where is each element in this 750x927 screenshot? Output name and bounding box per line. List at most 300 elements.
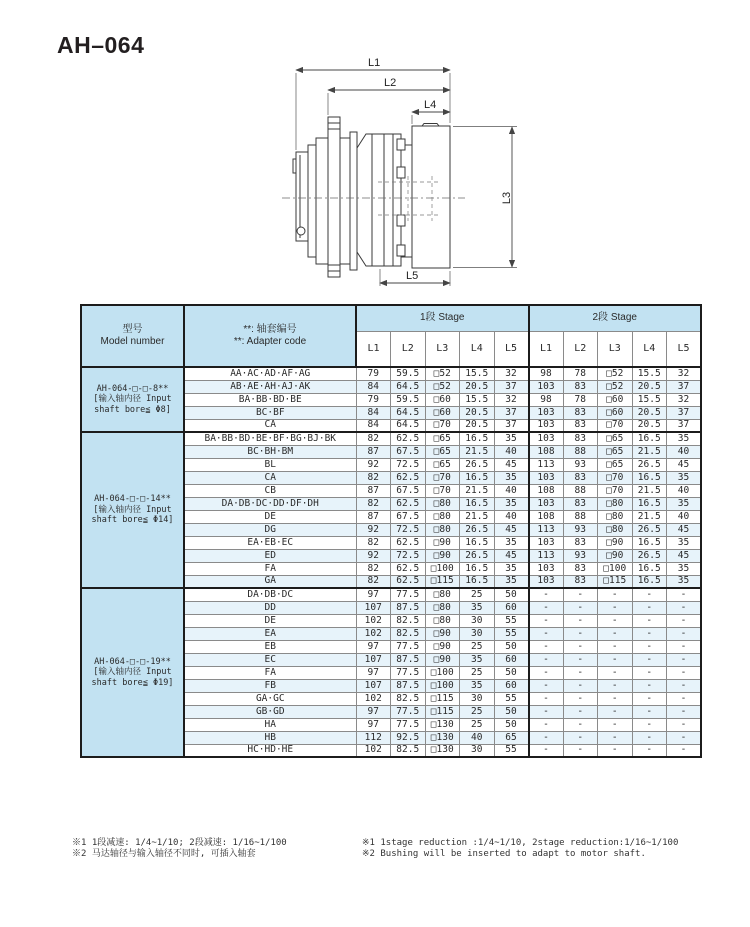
dimension-value-cell: 50 [494, 588, 529, 601]
dimension-value-cell: 102 [356, 627, 391, 640]
dimension-value-cell: 93 [563, 523, 598, 536]
dimension-value-cell: □100 [425, 679, 460, 692]
dimension-value-cell: 35 [460, 679, 495, 692]
adapter-code-cell: CA [184, 471, 356, 484]
dimension-value-cell: 102 [356, 744, 391, 757]
dimension-value-cell: 35 [494, 562, 529, 575]
dimension-value-cell: - [563, 718, 598, 731]
dimension-value-cell: □52 [598, 367, 633, 380]
dimension-value-cell: 59.5 [391, 393, 426, 406]
adapter-code-cell: DE [184, 510, 356, 523]
dimension-value-cell: - [563, 601, 598, 614]
dimension-value-cell: 35 [494, 471, 529, 484]
dimension-value-cell: 82.5 [391, 692, 426, 705]
dim-label-l4: L4 [424, 99, 437, 111]
dimension-value-cell: 72.5 [391, 458, 426, 471]
dimension-value-cell: - [529, 718, 564, 731]
model-number-cell: AH-064-□-□-19** [输入轴内径 Input shaft bore≦ Φ19] [81, 588, 184, 757]
dimension-value-cell: 30 [460, 744, 495, 757]
dimension-value-cell: 21.5 [460, 484, 495, 497]
dimension-value-cell: 97 [356, 718, 391, 731]
dimension-value-cell: 37 [494, 406, 529, 419]
dimension-value-cell: 20.5 [460, 380, 495, 393]
dimension-value-cell: - [598, 614, 633, 627]
dim-col-header: L1 [529, 331, 564, 367]
dimension-value-cell: - [598, 731, 633, 744]
dim-col-header: L1 [356, 331, 391, 367]
footnote-zh [72, 838, 287, 860]
dimension-value-cell: - [563, 679, 598, 692]
dimension-value-cell: 50 [494, 705, 529, 718]
dimension-value-cell: - [563, 705, 598, 718]
footnote-zh-line1: ※1 1段减速: 1/4~1/10; 2段减速: 1/16~1/100 [72, 838, 287, 848]
adapter-code-cell: HC·HD·HE [184, 744, 356, 757]
dimension-value-cell: 62.5 [391, 536, 426, 549]
dimension-value-cell: - [598, 744, 633, 757]
dimension-value-cell: 108 [529, 445, 564, 458]
dimension-value-cell: - [632, 666, 667, 679]
dimension-value-cell: □80 [425, 523, 460, 536]
dimension-value-cell: 64.5 [391, 380, 426, 393]
dimension-value-cell: 77.5 [391, 588, 426, 601]
dimension-value-cell: 40 [460, 731, 495, 744]
dimension-table [80, 304, 702, 758]
stage1-header: 1段 Stage [356, 305, 529, 331]
dimension-value-cell: 35 [494, 536, 529, 549]
adapter-code-cell: EB [184, 640, 356, 653]
dimension-value-cell: 107 [356, 601, 391, 614]
dimension-value-cell: 87 [356, 484, 391, 497]
dimension-value-cell: 107 [356, 653, 391, 666]
dimension-value-cell: 62.5 [391, 575, 426, 588]
dimension-value-cell: □52 [425, 367, 460, 380]
dimension-value-cell: 82 [356, 575, 391, 588]
dimension-value-cell: - [598, 666, 633, 679]
dimension-value-cell: □60 [598, 393, 633, 406]
dimension-value-cell: 50 [494, 718, 529, 731]
dimension-value-cell: - [563, 692, 598, 705]
dimension-value-cell: □65 [425, 445, 460, 458]
dimension-value-cell: 45 [494, 549, 529, 562]
adapter-code-cell: EA [184, 627, 356, 640]
dimension-value-cell: 62.5 [391, 471, 426, 484]
dimension-value-cell: □80 [425, 510, 460, 523]
dimension-value-cell: 87 [356, 445, 391, 458]
dimension-value-cell: 88 [563, 445, 598, 458]
adapter-code-cell: DG [184, 523, 356, 536]
dimension-value-cell: - [529, 744, 564, 757]
dimension-value-cell: 32 [494, 367, 529, 380]
dimension-value-cell: 78 [563, 367, 598, 380]
dimension-value-cell: □80 [425, 614, 460, 627]
dimension-value-cell: □130 [425, 731, 460, 744]
dimension-value-cell: 92.5 [391, 731, 426, 744]
dimension-value-cell: 30 [460, 627, 495, 640]
dimension-value-cell: 16.5 [460, 562, 495, 575]
dimension-value-cell: 72.5 [391, 549, 426, 562]
dimension-value-cell: - [598, 627, 633, 640]
dimension-value-cell: - [529, 653, 564, 666]
dimension-value-cell: 21.5 [632, 445, 667, 458]
dimension-value-cell: 26.5 [460, 458, 495, 471]
dimension-value-cell: 40 [667, 510, 702, 523]
adapter-code-cell: GA [184, 575, 356, 588]
dimension-value-cell: □70 [425, 484, 460, 497]
dimension-value-cell: 21.5 [632, 484, 667, 497]
dimension-value-cell: 64.5 [391, 419, 426, 432]
adapter-code-cell: BC·BH·BM [184, 445, 356, 458]
dimension-value-cell: 98 [529, 393, 564, 406]
dimension-value-cell: - [563, 640, 598, 653]
dimension-value-cell: 55 [494, 744, 529, 757]
dimension-value-cell: - [598, 718, 633, 731]
dimension-value-cell: 16.5 [460, 497, 495, 510]
dimension-value-cell: 92 [356, 523, 391, 536]
dimension-value-cell: 40 [494, 445, 529, 458]
dimension-value-cell: 77.5 [391, 666, 426, 679]
table-header [81, 305, 701, 367]
dimension-value-cell: □52 [598, 380, 633, 393]
dimension-value-cell: 72.5 [391, 523, 426, 536]
dimension-value-cell: □70 [425, 419, 460, 432]
dimension-value-cell: 103 [529, 432, 564, 445]
dimension-value-cell: - [632, 679, 667, 692]
adapter-code-cell: GA·GC [184, 692, 356, 705]
dimension-value-cell: - [529, 640, 564, 653]
dimension-value-cell: 15.5 [632, 393, 667, 406]
stage2-header: 2段 Stage [529, 305, 702, 331]
adapter-code-cell: BA·BB·BD·BE [184, 393, 356, 406]
dim-col-header: L4 [460, 331, 495, 367]
dimension-value-cell: □100 [425, 562, 460, 575]
model-header-zh: 型号 [122, 323, 143, 335]
adapter-code-cell: ED [184, 549, 356, 562]
adapter-code-cell: FB [184, 679, 356, 692]
dimension-value-cell: □80 [425, 601, 460, 614]
dimension-value-cell: 55 [494, 614, 529, 627]
dimension-value-cell: - [529, 666, 564, 679]
dimension-value-cell: 37 [667, 380, 702, 393]
dimension-value-cell: 21.5 [460, 445, 495, 458]
dimension-value-cell: 40 [494, 484, 529, 497]
dimension-value-cell: - [598, 653, 633, 666]
dimension-value-cell: 102 [356, 614, 391, 627]
dimension-value-cell: 83 [563, 419, 598, 432]
footnote-en-line2: ※2 Bushing will be inserted to adapt to motor shaft. [362, 849, 646, 859]
adapter-header-en: **: Adapter code [233, 336, 307, 347]
dimension-value-cell: - [632, 692, 667, 705]
dim-col-header: L5 [667, 331, 702, 367]
dimension-value-cell: 16.5 [460, 575, 495, 588]
dimension-value-cell: 78 [563, 393, 598, 406]
dimension-value-cell: 98 [529, 367, 564, 380]
gearhead-side-view [293, 117, 450, 277]
dimension-value-cell: 40 [667, 484, 702, 497]
dimension-value-cell: 82 [356, 562, 391, 575]
adapter-code-cell: GB·GD [184, 705, 356, 718]
model-number-header [81, 305, 184, 367]
dimension-value-cell: 30 [460, 614, 495, 627]
dimension-value-cell: □65 [598, 432, 633, 445]
dimension-value-cell: □65 [425, 432, 460, 445]
dimension-value-cell: □70 [598, 484, 633, 497]
dimension-value-cell: 35 [667, 471, 702, 484]
dimension-value-cell: 87.5 [391, 679, 426, 692]
dimension-value-cell: 25 [460, 666, 495, 679]
dimension-value-cell: □80 [598, 523, 633, 536]
footnote-en-line1: ※1 1stage reduction :1/4~1/10, 2stage reduction:1/16~1/100 [362, 838, 679, 848]
dim-col-header: L3 [598, 331, 633, 367]
dimension-value-cell: 40 [667, 445, 702, 458]
dimension-value-cell: 50 [494, 666, 529, 679]
dimension-value-cell: 83 [563, 562, 598, 575]
dimension-value-cell: 92 [356, 549, 391, 562]
model-group [81, 588, 701, 757]
dimension-value-cell: - [632, 705, 667, 718]
dimension-value-cell: - [667, 679, 702, 692]
dimension-value-cell: 25 [460, 718, 495, 731]
dimension-value-cell: □80 [425, 588, 460, 601]
dimension-value-cell: 64.5 [391, 406, 426, 419]
dimension-value-cell: 67.5 [391, 484, 426, 497]
model-number-cell: AH-064-□-□-14** [输入轴内径 Input shaft bore≦ Φ14] [81, 432, 184, 588]
dimension-value-cell: 82.5 [391, 627, 426, 640]
dimension-value-cell: □52 [425, 380, 460, 393]
dimension-value-cell: 35 [667, 432, 702, 445]
dimension-value-cell: 37 [494, 419, 529, 432]
dimension-value-cell: - [563, 614, 598, 627]
dimension-value-cell: □60 [425, 406, 460, 419]
dimension-value-cell: - [667, 653, 702, 666]
dimension-value-cell: 35 [667, 497, 702, 510]
dimension-value-cell: 102 [356, 692, 391, 705]
dimension-value-cell: - [598, 692, 633, 705]
dimension-value-cell: 97 [356, 666, 391, 679]
dimension-value-cell: 103 [529, 562, 564, 575]
footnote-en [362, 838, 678, 860]
dimension-value-cell: - [667, 692, 702, 705]
dimension-value-cell: 103 [529, 575, 564, 588]
dimension-value-cell: □70 [598, 471, 633, 484]
dimension-value-cell: □80 [425, 497, 460, 510]
dimension-value-cell: 16.5 [460, 471, 495, 484]
dimension-value-cell: □65 [425, 458, 460, 471]
dimension-value-cell: 79 [356, 367, 391, 380]
dimension-value-cell: 113 [529, 523, 564, 536]
dimension-value-cell: □70 [598, 419, 633, 432]
dimension-value-cell: 82 [356, 497, 391, 510]
dimension-value-cell: □90 [425, 549, 460, 562]
dimension-value-cell: 16.5 [460, 432, 495, 445]
adapter-code-cell: HA [184, 718, 356, 731]
dimension-value-cell: 67.5 [391, 445, 426, 458]
dimension-value-cell: □100 [425, 666, 460, 679]
dimension-value-cell: 20.5 [460, 406, 495, 419]
dimension-value-cell: 35 [460, 653, 495, 666]
footnote-zh-line2: ※2 马达轴径与输入轴径不同时, 可插入轴套 [72, 849, 256, 859]
dimension-value-cell: 32 [494, 393, 529, 406]
dimension-value-cell: - [563, 588, 598, 601]
adapter-code-cell: EC [184, 653, 356, 666]
dimension-value-cell: □90 [425, 640, 460, 653]
dimension-value-cell: 15.5 [460, 393, 495, 406]
dimension-value-cell: □60 [598, 406, 633, 419]
dimension-value-cell: - [667, 614, 702, 627]
dimension-value-cell: 35 [494, 432, 529, 445]
dim-label-l5: L5 [406, 270, 419, 282]
dimension-value-cell: 83 [563, 406, 598, 419]
dimension-value-cell: 82 [356, 471, 391, 484]
adapter-code-cell: DA·DB·DC [184, 588, 356, 601]
adapter-code-cell: BA·BB·BD·BE·BF·BG·BJ·BK [184, 432, 356, 445]
adapter-code-cell: AB·AE·AH·AJ·AK [184, 380, 356, 393]
dimension-value-cell: □90 [598, 536, 633, 549]
dimension-value-cell: □90 [425, 627, 460, 640]
dimension-value-cell: 67.5 [391, 510, 426, 523]
dim-col-header: L5 [494, 331, 529, 367]
dimension-value-cell: □70 [425, 471, 460, 484]
dimension-value-cell: □130 [425, 718, 460, 731]
dimension-value-cell: 83 [563, 536, 598, 549]
dimension-value-cell: 20.5 [632, 419, 667, 432]
dimension-value-cell: 103 [529, 471, 564, 484]
adapter-code-cell: BL [184, 458, 356, 471]
dimension-value-cell: □90 [598, 549, 633, 562]
dimension-value-cell: 93 [563, 549, 598, 562]
dimension-value-cell: 16.5 [632, 432, 667, 445]
dimension-value-cell: - [667, 718, 702, 731]
dimension-value-cell: 97 [356, 640, 391, 653]
dimension-value-cell: - [598, 705, 633, 718]
dimension-value-cell: - [632, 627, 667, 640]
model-number-cell: AH-064-□-□-8** [输入轴内径 Input shaft bore≦ Φ8] [81, 367, 184, 432]
dimension-value-cell: 26.5 [460, 549, 495, 562]
dimension-value-cell: - [667, 731, 702, 744]
dim-col-header: L4 [632, 331, 667, 367]
dimension-value-cell: - [563, 627, 598, 640]
dimension-value-cell: 26.5 [632, 549, 667, 562]
dimension-value-cell: 79 [356, 393, 391, 406]
dimension-value-cell: 26.5 [632, 458, 667, 471]
dimension-value-cell: 16.5 [632, 575, 667, 588]
technical-drawing [260, 55, 540, 305]
dimension-value-cell: 103 [529, 536, 564, 549]
dimension-value-cell: 32 [667, 367, 702, 380]
dimension-value-cell: - [529, 679, 564, 692]
dimension-value-cell: 108 [529, 484, 564, 497]
dimension-value-cell: □65 [598, 458, 633, 471]
dimension-value-cell: □60 [425, 393, 460, 406]
adapter-code-cell: FA [184, 666, 356, 679]
dimension-value-cell: - [563, 653, 598, 666]
dimension-value-cell: □115 [425, 575, 460, 588]
dimension-value-cell: □130 [425, 744, 460, 757]
dimension-value-cell: 59.5 [391, 367, 426, 380]
dim-col-header: L2 [391, 331, 426, 367]
dimension-value-cell: 60 [494, 679, 529, 692]
dimension-value-cell: 62.5 [391, 497, 426, 510]
dimension-value-cell: - [529, 731, 564, 744]
dimension-value-cell: 35 [494, 497, 529, 510]
dimension-value-cell: 15.5 [460, 367, 495, 380]
dimension-value-cell: 45 [667, 523, 702, 536]
dimension-value-cell: - [667, 601, 702, 614]
dimension-value-cell: 83 [563, 497, 598, 510]
dimension-value-cell: 35 [494, 575, 529, 588]
adapter-code-cell: CA [184, 419, 356, 432]
dimension-value-cell: - [598, 640, 633, 653]
dimension-value-cell: 45 [494, 458, 529, 471]
dimension-value-cell: 26.5 [632, 523, 667, 536]
adapter-code-cell: CB [184, 484, 356, 497]
dimension-value-cell: 55 [494, 627, 529, 640]
dimension-value-cell: 92 [356, 458, 391, 471]
model-group [81, 367, 701, 432]
dimension-value-cell: 113 [529, 458, 564, 471]
dimension-value-cell: 62.5 [391, 432, 426, 445]
dimension-value-cell: 37 [667, 419, 702, 432]
adapter-code-header [184, 305, 356, 367]
dimension-value-cell: - [667, 705, 702, 718]
dimension-value-cell: 84 [356, 380, 391, 393]
dimension-value-cell: - [563, 731, 598, 744]
dimension-value-cell: □80 [598, 510, 633, 523]
dimension-value-cell: □65 [598, 445, 633, 458]
dimension-value-cell: 25 [460, 640, 495, 653]
dimension-value-cell: - [667, 640, 702, 653]
dimension-value-cell: - [667, 627, 702, 640]
adapter-header-zh: **: 轴套编号 [243, 323, 297, 335]
dimension-value-cell: 65 [494, 731, 529, 744]
adapter-code-cell: DA·DB·DC·DD·DF·DH [184, 497, 356, 510]
dimension-value-cell: - [529, 614, 564, 627]
dimension-value-cell: 55 [494, 692, 529, 705]
dimension-value-cell: 21.5 [632, 510, 667, 523]
dimension-value-cell: 97 [356, 588, 391, 601]
dimension-value-cell: 83 [563, 380, 598, 393]
dimension-value-cell: 35 [667, 575, 702, 588]
dim-label-l3: L3 [501, 191, 513, 205]
dimension-value-cell: 35 [667, 562, 702, 575]
dimension-value-cell: - [632, 718, 667, 731]
dim-label-l1: L1 [368, 57, 381, 69]
dimension-value-cell: 77.5 [391, 718, 426, 731]
dimension-value-cell: - [632, 601, 667, 614]
dimension-value-cell: - [632, 614, 667, 627]
dimension-value-cell: □80 [598, 497, 633, 510]
adapter-code-cell: DD [184, 601, 356, 614]
dimension-value-cell: 20.5 [632, 380, 667, 393]
dimension-value-cell: 25 [460, 705, 495, 718]
dimension-value-cell: - [632, 653, 667, 666]
dimension-value-cell: 60 [494, 653, 529, 666]
dim-col-header: L3 [425, 331, 460, 367]
adapter-code-cell: HB [184, 731, 356, 744]
dimension-value-cell: 83 [563, 471, 598, 484]
dimension-value-cell: 26.5 [460, 523, 495, 536]
dimension-value-cell: 15.5 [632, 367, 667, 380]
adapter-code-cell: BC·BF [184, 406, 356, 419]
dimension-value-cell: 35 [667, 536, 702, 549]
dimension-value-cell: 87.5 [391, 653, 426, 666]
dimension-value-cell: 21.5 [460, 510, 495, 523]
dimension-value-cell: □115 [425, 705, 460, 718]
dimension-value-cell: 88 [563, 510, 598, 523]
dimension-value-cell: 60 [494, 601, 529, 614]
dimension-value-cell: - [598, 588, 633, 601]
dimension-value-cell: 87.5 [391, 601, 426, 614]
dimension-value-cell: 108 [529, 510, 564, 523]
